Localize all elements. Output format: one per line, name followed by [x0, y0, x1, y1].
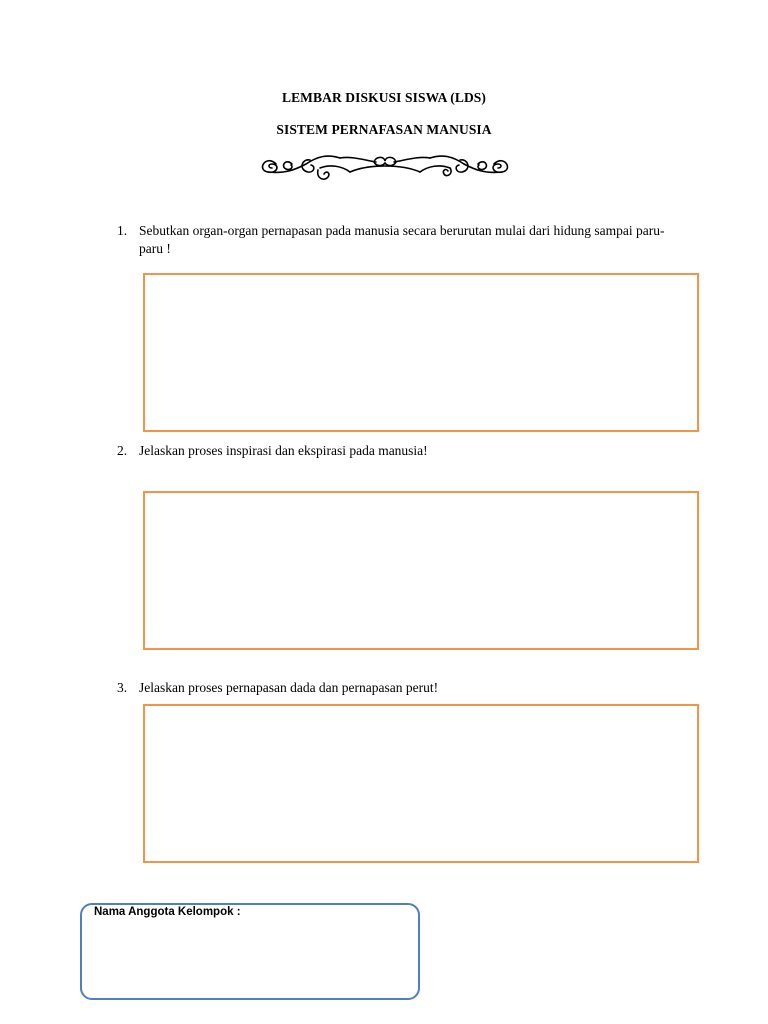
answer-box-2[interactable]: [143, 491, 699, 650]
group-members-box[interactable]: [80, 903, 420, 1000]
question-number: 3.: [117, 680, 128, 695]
question-text: Jelaskan proses pernapasan dada dan pernapasan perut!: [139, 680, 439, 695]
scroll-flourish-divider-icon: [258, 150, 512, 186]
question-3: [117, 679, 677, 697]
page-title: LEMBAR DISKUSI SISWA (LDS): [281, 90, 487, 105]
question-text: Sebutkan organ-organ pernapasan pada manusia secara berurutan mulai dari hidung sampai paru-paru !: [139, 223, 665, 256]
question-number: 2.: [117, 443, 128, 458]
question-1: [117, 222, 677, 258]
question-2: [117, 442, 677, 460]
page-subtitle: SISTEM PERNAFASAN MANUSIA: [276, 122, 492, 137]
question-text: Jelaskan proses inspirasi dan ekspirasi pada manusia!: [139, 443, 428, 458]
answer-box-3[interactable]: [143, 704, 699, 863]
group-members-label: Nama Anggota Kelompok :: [94, 906, 241, 918]
answer-box-1[interactable]: [143, 273, 699, 432]
question-number: 1.: [117, 223, 128, 238]
